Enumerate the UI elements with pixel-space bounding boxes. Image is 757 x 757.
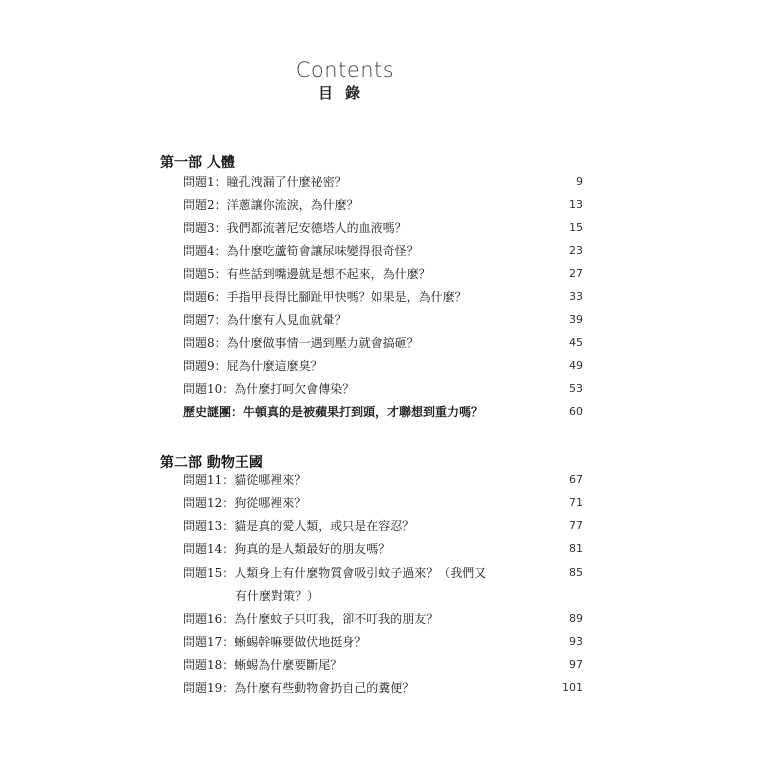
- toc-entry[interactable]: [183, 492, 583, 514]
- toc-entry-page: 60: [569, 405, 583, 418]
- toc-entry[interactable]: [183, 240, 583, 262]
- toc-entry-title: 問題15：人類身上有什麼物質會吸引蚊子過來？（我們又: [183, 566, 487, 580]
- toc-entry-title: 問題10：為什麼打呵欠會傳染？: [183, 382, 355, 396]
- toc-entry-title: 問題3：我們都流著尼安德塔人的血液嗎？: [183, 221, 407, 235]
- toc-entry-page: 81: [569, 542, 583, 555]
- toc-entry-page: 9: [576, 175, 583, 188]
- toc-entry-page: 93: [569, 635, 583, 648]
- part-heading: 第二部 動物王國: [160, 455, 263, 471]
- toc-entry[interactable]: [183, 332, 583, 354]
- toc-entry-page: 101: [562, 681, 583, 694]
- toc-entry[interactable]: [183, 677, 583, 699]
- toc-entry[interactable]: [183, 286, 583, 308]
- toc-entry-page: 89: [569, 612, 583, 625]
- toc-entry-title: 問題5：有些話到嘴邊就是想不起來，為什麼？: [183, 267, 431, 281]
- toc-entry-page: 49: [569, 359, 583, 372]
- toc-entry-page: 67: [569, 473, 583, 486]
- toc-entry[interactable]: [183, 263, 583, 285]
- toc-entry-title: 問題11：貓從哪裡來？: [183, 473, 307, 487]
- toc-entry-page: 15: [569, 221, 583, 234]
- toc-entry[interactable]: [183, 171, 583, 193]
- toc-entry-title: 問題2：洋蔥讓你流淚，為什麼？: [183, 198, 359, 212]
- toc-entry[interactable]: [183, 194, 583, 216]
- toc-entry[interactable]: [183, 217, 583, 239]
- toc-entry[interactable]: [183, 608, 583, 630]
- toc-entry[interactable]: [183, 469, 583, 491]
- toc-entry[interactable]: [183, 515, 583, 537]
- toc-entry-title: 問題1：瞳孔洩漏了什麼祕密？: [183, 175, 347, 189]
- toc-entry[interactable]: [183, 378, 583, 400]
- toc-entry[interactable]: [183, 309, 583, 331]
- toc-entry-page: 71: [569, 496, 583, 509]
- toc-entry-title: 問題6：手指甲長得比腳趾甲快嗎？如果是，為什麼？: [183, 290, 467, 304]
- page-subtitle: 目錄: [317, 84, 372, 102]
- toc-entry[interactable]: [183, 654, 583, 676]
- toc-entry-title: 問題19：為什麼有些動物會扔自己的糞便？: [183, 681, 415, 695]
- toc-entry-title: 歷史謎團：牛頓真的是被蘋果打到頭，才聯想到重力嗎？: [183, 405, 484, 419]
- toc-entry-title: 問題16：為什麼蚊子只叮我，卻不叮我的朋友？: [183, 612, 439, 626]
- toc-entry[interactable]: [183, 562, 583, 584]
- toc-entry-page: 85: [569, 566, 583, 579]
- toc-entry-page: 97: [569, 658, 583, 671]
- toc-entry-page: 53: [569, 382, 583, 395]
- toc-entry-page: 33: [569, 290, 583, 303]
- toc-entry-title: 問題17：蜥蜴幹嘛要做伏地挺身？: [183, 635, 367, 649]
- part-heading: 第一部 人體: [160, 155, 235, 171]
- toc-entry-continuation: 有什麼對策？）: [235, 589, 320, 603]
- toc-entry-title: 問題7：為什麼有人見血就暈？: [183, 313, 347, 327]
- toc-entry-title: 問題4：為什麼吃蘆筍會讓尿味變得很奇怪？: [183, 244, 419, 258]
- toc-entry-title: 問題13：貓是真的愛人類，或只是在容忍？: [183, 519, 415, 533]
- toc-entry-title: 問題12：狗從哪裡來？: [183, 496, 307, 510]
- toc-entry-page: 23: [569, 244, 583, 257]
- toc-entry-title: 問題18：蜥蜴為什麼要斷尾？: [183, 658, 343, 672]
- toc-entry-title: 問題14：狗真的是人類最好的朋友嗎？: [183, 542, 391, 556]
- toc-entry[interactable]: [183, 355, 583, 377]
- toc-entry-title: 問題8：為什麼做事情一遇到壓力就會搞砸？: [183, 336, 419, 350]
- toc-entry-page: 39: [569, 313, 583, 326]
- toc-entry-page: 13: [569, 198, 583, 211]
- toc-entry-page: 77: [569, 519, 583, 532]
- toc-entry[interactable]: [183, 538, 583, 560]
- page-title: Contents: [295, 58, 395, 82]
- toc-entry-page: 27: [569, 267, 583, 280]
- toc-entry-page: 45: [569, 336, 583, 349]
- toc-entry-title: 問題9：屁為什麼這麼臭？: [183, 359, 323, 373]
- toc-entry[interactable]: [183, 631, 583, 653]
- toc-entry-history[interactable]: [183, 401, 583, 423]
